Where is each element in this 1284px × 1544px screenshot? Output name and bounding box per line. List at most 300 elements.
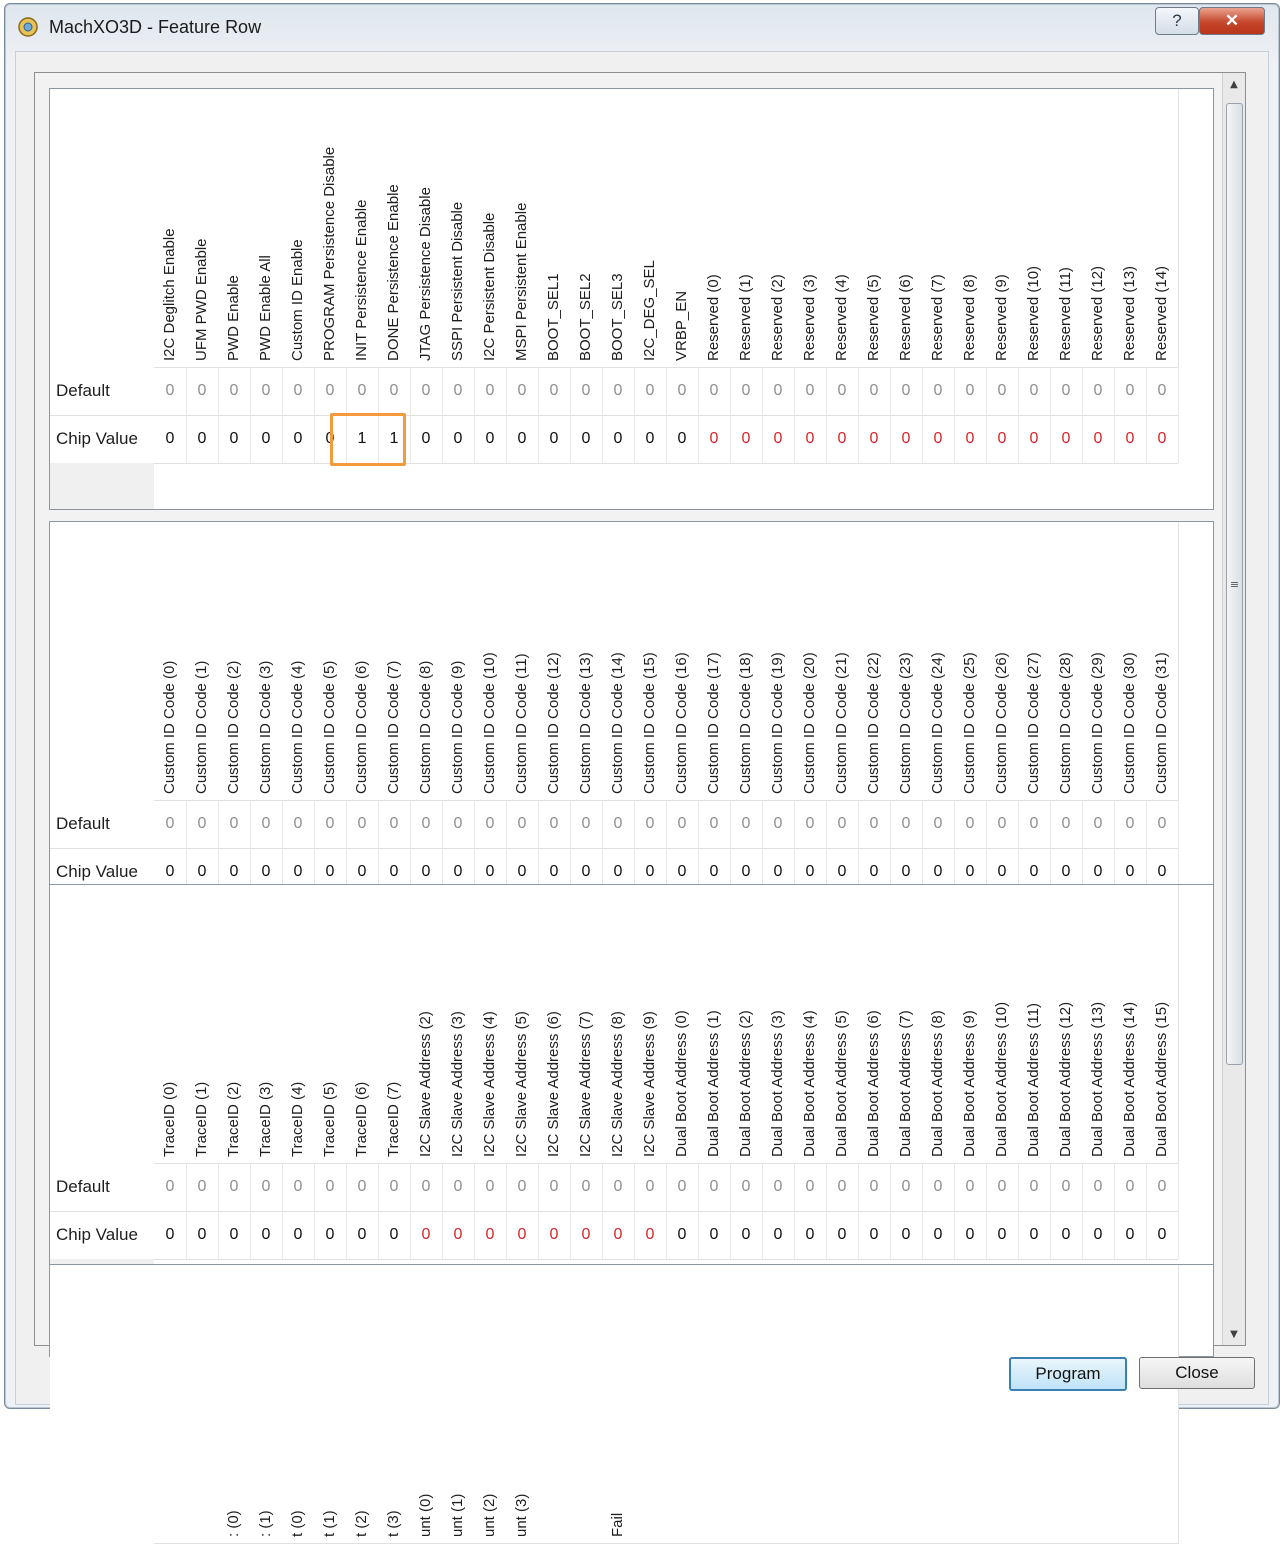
chip-value-cell[interactable]: 0	[154, 415, 187, 463]
column-header	[282, 1265, 315, 1544]
chip-value-cell[interactable]: 0	[954, 1211, 987, 1259]
column-header	[570, 1265, 603, 1544]
default-value-cell: 0	[666, 1163, 699, 1211]
column-header	[794, 1265, 827, 1544]
column-header-label: PWD Enable	[225, 275, 242, 361]
chip-value-cell[interactable]: 0	[506, 415, 539, 463]
column-header	[890, 522, 923, 801]
default-value-cell: 0	[1050, 1163, 1083, 1211]
chip-value-cell[interactable]: 0	[1050, 1211, 1083, 1259]
column-header-label: TraceID (3)	[257, 1081, 274, 1157]
default-value-cell: 0	[506, 800, 539, 848]
column-header	[506, 522, 539, 801]
column-header	[666, 1265, 699, 1544]
column-header	[1082, 1265, 1115, 1544]
chip-value-cell[interactable]: 0	[538, 415, 571, 463]
chip-value-cell[interactable]: 0	[826, 1211, 859, 1259]
default-value-cell: 0	[250, 1163, 283, 1211]
scrollbar-thumb[interactable]	[1226, 103, 1243, 1065]
column-header-label: Custom ID Code (30)	[1121, 652, 1138, 794]
chip-value-cell[interactable]: 0	[730, 415, 763, 463]
chip-value-cell[interactable]: 0	[570, 415, 603, 463]
column-header-label: Custom ID Code (11)	[513, 653, 530, 794]
column-header	[250, 1265, 283, 1544]
column-header-label: Custom ID Code (4)	[289, 660, 306, 794]
column-header	[410, 885, 443, 1164]
default-value-cell: 0	[762, 1163, 795, 1211]
column-header-label: Reserved (10)	[1025, 265, 1042, 361]
column-header	[410, 522, 443, 801]
column-header	[378, 1265, 411, 1544]
column-header	[538, 1265, 571, 1544]
column-header-label: Dual Boot Address (3)	[769, 1010, 786, 1157]
column-header-label: Custom ID Code (21)	[833, 652, 850, 794]
chip-value-cell[interactable]: 0	[154, 848, 187, 896]
chip-value-cell[interactable]: 0	[474, 1211, 507, 1259]
column-header	[1018, 885, 1051, 1164]
default-value-cell: 0	[858, 367, 891, 415]
help-button[interactable]: ?	[1155, 7, 1199, 35]
column-header-label: Custom ID Code (18)	[737, 652, 754, 794]
default-value-cell: 0	[666, 800, 699, 848]
column-header	[890, 1265, 923, 1544]
column-header	[346, 89, 379, 368]
default-value-cell: 0	[1018, 1163, 1051, 1211]
column-header-label: TraceID (4)	[289, 1081, 306, 1157]
default-value-cell: 0	[282, 367, 315, 415]
column-header-label: Custom ID Code (29)	[1089, 652, 1106, 794]
chip-value-cell[interactable]: 0	[1114, 848, 1147, 896]
column-header	[666, 885, 699, 1164]
column-header-label: t (3)	[385, 1510, 402, 1537]
default-value-cell: 0	[794, 367, 827, 415]
default-value-cell: 0	[730, 367, 763, 415]
default-row-label: Default	[56, 814, 110, 833]
default-value-cell: 0	[602, 800, 635, 848]
chip-value-cell[interactable]: 0	[922, 415, 955, 463]
column-header-label: I2C Slave Address (2)	[417, 1011, 434, 1157]
chip-value-cell[interactable]: 0	[218, 848, 251, 896]
column-header	[858, 89, 891, 368]
column-header-label: DONE Persistence Enable	[385, 184, 402, 361]
default-value-cell: 0	[826, 367, 859, 415]
column-header-label: Custom ID Code (5)	[321, 660, 338, 794]
column-header-label: t (1)	[321, 1510, 338, 1537]
default-value-cell: 0	[474, 367, 507, 415]
column-header	[826, 1265, 859, 1544]
column-header-label: I2C Slave Address (8)	[609, 1011, 626, 1157]
vertical-scrollbar[interactable]	[1222, 73, 1245, 1345]
column-header	[346, 885, 379, 1164]
chip-value-cell[interactable]: 0	[602, 848, 635, 896]
default-value-cell: 0	[666, 367, 699, 415]
close-window-button[interactable]: ✕	[1199, 7, 1265, 35]
chip-value-cell[interactable]: 0	[698, 415, 731, 463]
chip-value-cell[interactable]: 0	[1050, 415, 1083, 463]
column-header-label: Custom ID Code (19)	[769, 652, 786, 794]
column-header	[282, 89, 315, 368]
column-header-label: VRBP_EN	[673, 290, 690, 361]
close-button[interactable]: Close	[1139, 1357, 1255, 1389]
chip-value-cell[interactable]: 0	[346, 848, 379, 896]
column-header-label: Reserved (7)	[929, 274, 946, 361]
column-header	[698, 522, 731, 801]
chip-value-cell[interactable]: 0	[442, 848, 475, 896]
column-header	[346, 1265, 379, 1544]
feature-panel-1	[49, 88, 1214, 510]
chip-value-cell[interactable]: 0	[666, 1211, 699, 1259]
chip-value-cell[interactable]: 0	[730, 848, 763, 896]
default-value-cell: 0	[1050, 367, 1083, 415]
chip-value-cell[interactable]: 0	[186, 848, 219, 896]
chip-value-cell[interactable]: 0	[378, 848, 411, 896]
chip-value-cell[interactable]: 0	[570, 1211, 603, 1259]
column-header	[1050, 89, 1083, 368]
window-title: MachXO3D - Feature Row	[49, 17, 262, 37]
column-header	[250, 522, 283, 801]
chip-value-cell[interactable]: 0	[506, 1211, 539, 1259]
column-header-label: Dual Boot Address (11)	[1025, 1003, 1042, 1157]
chip-value-cell[interactable]: 0	[1146, 848, 1179, 896]
chip-value-cell[interactable]: 0	[250, 848, 283, 896]
column-header	[794, 885, 827, 1164]
default-value-cell: 0	[570, 800, 603, 848]
column-header-label: Custom ID Code (10)	[481, 652, 498, 794]
chip-value-cell[interactable]: 0	[1018, 1211, 1051, 1259]
chip-value-cell[interactable]: 0	[762, 1211, 795, 1259]
default-value-cell: 0	[1082, 367, 1115, 415]
column-header-label: Custom ID Code (3)	[257, 660, 274, 794]
chip-value-cell[interactable]: 0	[442, 415, 475, 463]
column-header-label: Custom ID Code (27)	[1025, 652, 1042, 794]
column-header	[186, 1265, 219, 1544]
column-header-label: TraceID (2)	[225, 1081, 242, 1157]
column-header	[474, 522, 507, 801]
chip-value-cell[interactable]: 0	[890, 1211, 923, 1259]
column-header	[314, 1265, 347, 1544]
header-corner	[50, 89, 155, 367]
default-value-cell: 0	[1146, 367, 1179, 415]
column-header-label: Dual Boot Address (0)	[673, 1010, 690, 1157]
chip-value-cell[interactable]: 0	[538, 1211, 571, 1259]
column-header	[218, 1265, 251, 1544]
chip-value-cell[interactable]: 0	[282, 1211, 315, 1259]
column-header	[186, 885, 219, 1164]
column-header	[154, 885, 187, 1164]
chip-value-cell[interactable]: 0	[474, 848, 507, 896]
chip-value-cell[interactable]: 0	[794, 1211, 827, 1259]
default-value-cell: 0	[1018, 367, 1051, 415]
chip-value-cell[interactable]: 0	[698, 1211, 731, 1259]
chip-value-cell[interactable]: 0	[154, 1211, 187, 1259]
default-value-cell: 0	[346, 367, 379, 415]
chip-value-cell[interactable]: 0	[890, 415, 923, 463]
chip-value-cell[interactable]: 0	[1082, 848, 1115, 896]
chip-value-cell[interactable]: 0	[1018, 848, 1051, 896]
column-header	[634, 89, 667, 368]
column-header	[858, 885, 891, 1164]
column-header-label: Custom ID Code (15)	[641, 652, 658, 794]
chip-value-cell[interactable]: 0	[794, 415, 827, 463]
chip-value-cell[interactable]: 0	[314, 1211, 347, 1259]
chip-value-cell[interactable]: 0	[1082, 1211, 1115, 1259]
default-value-cell: 0	[922, 1163, 955, 1211]
column-header	[1114, 1265, 1147, 1544]
column-header-label: BOOT_SEL3	[609, 273, 626, 361]
chip-row-label: Chip Value	[56, 862, 138, 881]
chip-value-cell[interactable]: 0	[314, 848, 347, 896]
chip-value-cell[interactable]: 0	[506, 848, 539, 896]
column-header	[986, 522, 1019, 801]
chip-value-cell[interactable]: 0	[954, 415, 987, 463]
chip-value-cell[interactable]: 0	[538, 848, 571, 896]
column-header-label: TraceID (7)	[385, 1081, 402, 1157]
column-header-label: Dual Boot Address (9)	[961, 1010, 978, 1157]
chip-value-cell[interactable]: 0	[282, 848, 315, 896]
chip-value-cell[interactable]: 0	[1114, 415, 1147, 463]
chip-value-cell[interactable]: 0	[826, 848, 859, 896]
chip-value-cell[interactable]: 0	[602, 1211, 635, 1259]
chip-value-cell[interactable]: 0	[410, 1211, 443, 1259]
column-header	[602, 1265, 635, 1544]
default-value-cell: 0	[410, 1163, 443, 1211]
default-value-cell: 0	[538, 367, 571, 415]
default-value-cell: 0	[1146, 1163, 1179, 1211]
default-value-cell: 0	[698, 1163, 731, 1211]
column-header	[506, 89, 539, 368]
column-header	[698, 1265, 731, 1544]
column-header	[986, 89, 1019, 368]
changed-values-highlight	[330, 413, 406, 466]
default-value-cell: 0	[218, 1163, 251, 1211]
chip-value-cell[interactable]: 0	[218, 415, 251, 463]
chip-value-cell[interactable]: 0	[186, 1211, 219, 1259]
column-header-label: BOOT_SEL2	[577, 273, 594, 361]
default-value-cell: 0	[282, 800, 315, 848]
chip-value-cell[interactable]: 0	[666, 415, 699, 463]
chip-value-cell[interactable]: 0	[634, 1211, 667, 1259]
default-value-cell: 0	[442, 1163, 475, 1211]
column-header	[218, 522, 251, 801]
chip-value-cell[interactable]: 0	[666, 848, 699, 896]
column-header-label: TraceID (5)	[321, 1081, 338, 1157]
column-header	[1146, 522, 1179, 801]
column-header	[538, 885, 571, 1164]
default-value-cell: 0	[1018, 800, 1051, 848]
default-value-cell: 0	[634, 800, 667, 848]
column-header-label: Dual Boot Address (8)	[929, 1010, 946, 1157]
default-value-cell: 0	[954, 367, 987, 415]
chip-value-cell[interactable]: 0	[186, 415, 219, 463]
default-value-cell: 0	[186, 1163, 219, 1211]
column-header	[730, 89, 763, 368]
column-header	[1050, 522, 1083, 801]
default-value-cell: 0	[474, 1163, 507, 1211]
grip-icon: ≡	[1229, 577, 1240, 591]
chip-value-cell[interactable]: 0	[922, 1211, 955, 1259]
column-header-label: Custom ID Code (20)	[801, 652, 818, 794]
column-header-label: Dual Boot Address (13)	[1089, 1001, 1106, 1157]
chip-value-cell[interactable]: 0	[282, 415, 315, 463]
default-value-cell: 0	[378, 367, 411, 415]
column-header	[1082, 89, 1115, 368]
column-header-label: Reserved (5)	[865, 274, 882, 361]
default-value-cell: 0	[506, 367, 539, 415]
chip-value-cell[interactable]: 0	[634, 848, 667, 896]
chip-value-cell[interactable]: 0	[314, 415, 347, 463]
column-header-label: unt (0)	[417, 1493, 434, 1537]
default-value-cell: 0	[314, 367, 347, 415]
column-header-label: Custom ID Code (1)	[193, 660, 210, 794]
chip-value-cell[interactable]: 0	[410, 415, 443, 463]
chip-value-cell[interactable]: 0	[634, 415, 667, 463]
chip-value-cell[interactable]: 0	[250, 415, 283, 463]
column-header	[570, 885, 603, 1164]
default-value-cell: 0	[986, 367, 1019, 415]
column-header	[954, 89, 987, 368]
chip-value-cell[interactable]: 0	[442, 1211, 475, 1259]
chip-value-cell[interactable]: 0	[986, 848, 1019, 896]
column-header-label: Dual Boot Address (4)	[801, 1010, 818, 1157]
chip-value-cell[interactable]: 0	[602, 415, 635, 463]
column-header	[570, 89, 603, 368]
column-header	[858, 1265, 891, 1544]
chip-value-cell[interactable]: 0	[1146, 415, 1179, 463]
app-icon	[17, 16, 39, 38]
feature-panel-3	[49, 884, 1214, 1306]
chip-value-cell[interactable]: 0	[346, 1211, 379, 1259]
chip-value-cell[interactable]: 0	[858, 848, 891, 896]
column-header	[730, 1265, 763, 1544]
column-header	[378, 522, 411, 801]
chip-value-cell[interactable]: 0	[1146, 1211, 1179, 1259]
default-value-cell: 0	[858, 1163, 891, 1211]
chip-value-cell[interactable]: 0	[730, 1211, 763, 1259]
default-value-cell: 0	[314, 1163, 347, 1211]
chip-value-cell[interactable]: 0	[858, 415, 891, 463]
column-header-label: Reserved (4)	[833, 274, 850, 361]
column-header-label: Reserved (9)	[993, 274, 1010, 361]
chip-value-cell[interactable]: 0	[762, 415, 795, 463]
default-value-cell: 0	[442, 800, 475, 848]
column-header	[826, 522, 859, 801]
column-header	[762, 89, 795, 368]
default-value-cell: 0	[250, 367, 283, 415]
chip-value-cell[interactable]: 0	[698, 848, 731, 896]
column-header	[1146, 885, 1179, 1164]
column-header-label: Reserved (2)	[769, 274, 786, 361]
chip-value-cell[interactable]: 0	[250, 1211, 283, 1259]
chip-value-cell[interactable]: 0	[986, 415, 1019, 463]
column-header-label: Custom ID Code (24)	[929, 652, 946, 794]
chip-value-cell[interactable]: 0	[410, 848, 443, 896]
chip-value-cell[interactable]: 0	[378, 1211, 411, 1259]
chip-value-cell[interactable]: 1	[378, 415, 411, 463]
default-value-cell: 0	[378, 1163, 411, 1211]
chip-value-cell[interactable]: 0	[1018, 415, 1051, 463]
chip-value-cell[interactable]: 0	[762, 848, 795, 896]
dialog-client-area	[15, 51, 1269, 1537]
chip-value-cell[interactable]: 0	[858, 1211, 891, 1259]
column-header-label: Dual Boot Address (10)	[993, 1001, 1010, 1157]
column-header	[986, 1265, 1019, 1544]
column-header	[890, 885, 923, 1164]
column-header	[1050, 1265, 1083, 1544]
column-header-label: Custom ID Code (26)	[993, 652, 1010, 794]
column-header	[1114, 885, 1147, 1164]
column-header	[922, 89, 955, 368]
column-header	[730, 885, 763, 1164]
column-header	[154, 522, 187, 801]
default-value-cell: 0	[698, 367, 731, 415]
column-header-label: Custom ID Code (25)	[961, 652, 978, 794]
chip-value-cell[interactable]: 0	[474, 415, 507, 463]
column-header	[154, 1265, 187, 1544]
chip-value-cell[interactable]: 0	[890, 848, 923, 896]
column-header-label: I2C Slave Address (4)	[481, 1011, 498, 1157]
column-header-label: Custom ID Code (14)	[609, 652, 626, 794]
default-value-cell: 0	[570, 1163, 603, 1211]
default-value-cell: 0	[538, 800, 571, 848]
column-header-label: Reserved (6)	[897, 274, 914, 361]
scroll-up-icon[interactable]: ▲	[1230, 78, 1238, 90]
column-header-label: : (0)	[225, 1510, 242, 1537]
default-value-cell: 0	[698, 800, 731, 848]
default-value-cell: 0	[1082, 1163, 1115, 1211]
column-header-label: PROGRAM Persistence Disable	[321, 146, 338, 361]
program-button[interactable]: Program	[1009, 1357, 1127, 1391]
column-header	[410, 1265, 443, 1544]
column-header-label: Reserved (11)	[1057, 267, 1074, 361]
column-header-label: Custom ID Code (22)	[865, 652, 882, 794]
chip-value-cell[interactable]: 0	[986, 1211, 1019, 1259]
column-header-label: I2C Slave Address (3)	[449, 1011, 466, 1157]
chip-value-cell[interactable]: 0	[826, 415, 859, 463]
scroll-down-icon[interactable]: ▼	[1230, 1328, 1238, 1340]
column-header	[634, 885, 667, 1164]
column-header	[474, 885, 507, 1164]
chip-value-cell[interactable]: 0	[218, 1211, 251, 1259]
chip-value-cell[interactable]: 0	[794, 848, 827, 896]
column-header	[442, 1265, 475, 1544]
column-header-label: Custom ID Code (28)	[1057, 652, 1074, 794]
chip-value-cell[interactable]: 0	[570, 848, 603, 896]
column-header-label: Custom ID Code (17)	[705, 652, 722, 794]
chip-value-cell[interactable]: 0	[922, 848, 955, 896]
column-header-label: I2C Slave Address (5)	[513, 1011, 530, 1157]
column-header	[442, 885, 475, 1164]
column-header-label: unt (2)	[481, 1493, 498, 1537]
chip-value-cell[interactable]: 0	[1082, 415, 1115, 463]
chip-value-cell[interactable]: 0	[1050, 848, 1083, 896]
column-header	[218, 89, 251, 368]
title-bar[interactable]	[5, 4, 1279, 48]
column-header-label: SSPI Persistent Disable	[449, 201, 466, 361]
default-value-cell: 0	[378, 800, 411, 848]
chip-value-cell[interactable]: 0	[954, 848, 987, 896]
column-header-label: JTAG Persistence Disable	[417, 187, 434, 361]
column-header	[506, 1265, 539, 1544]
default-value-cell: 0	[602, 1163, 635, 1211]
chip-value-cell[interactable]: 0	[1114, 1211, 1147, 1259]
column-header	[954, 885, 987, 1164]
column-header-label: Dual Boot Address (14)	[1121, 1001, 1138, 1157]
column-header	[314, 522, 347, 801]
default-value-cell: 0	[826, 1163, 859, 1211]
chip-value-cell[interactable]: 1	[346, 415, 379, 463]
column-header-label: Dual Boot Address (6)	[865, 1010, 882, 1157]
column-header	[922, 1265, 955, 1544]
